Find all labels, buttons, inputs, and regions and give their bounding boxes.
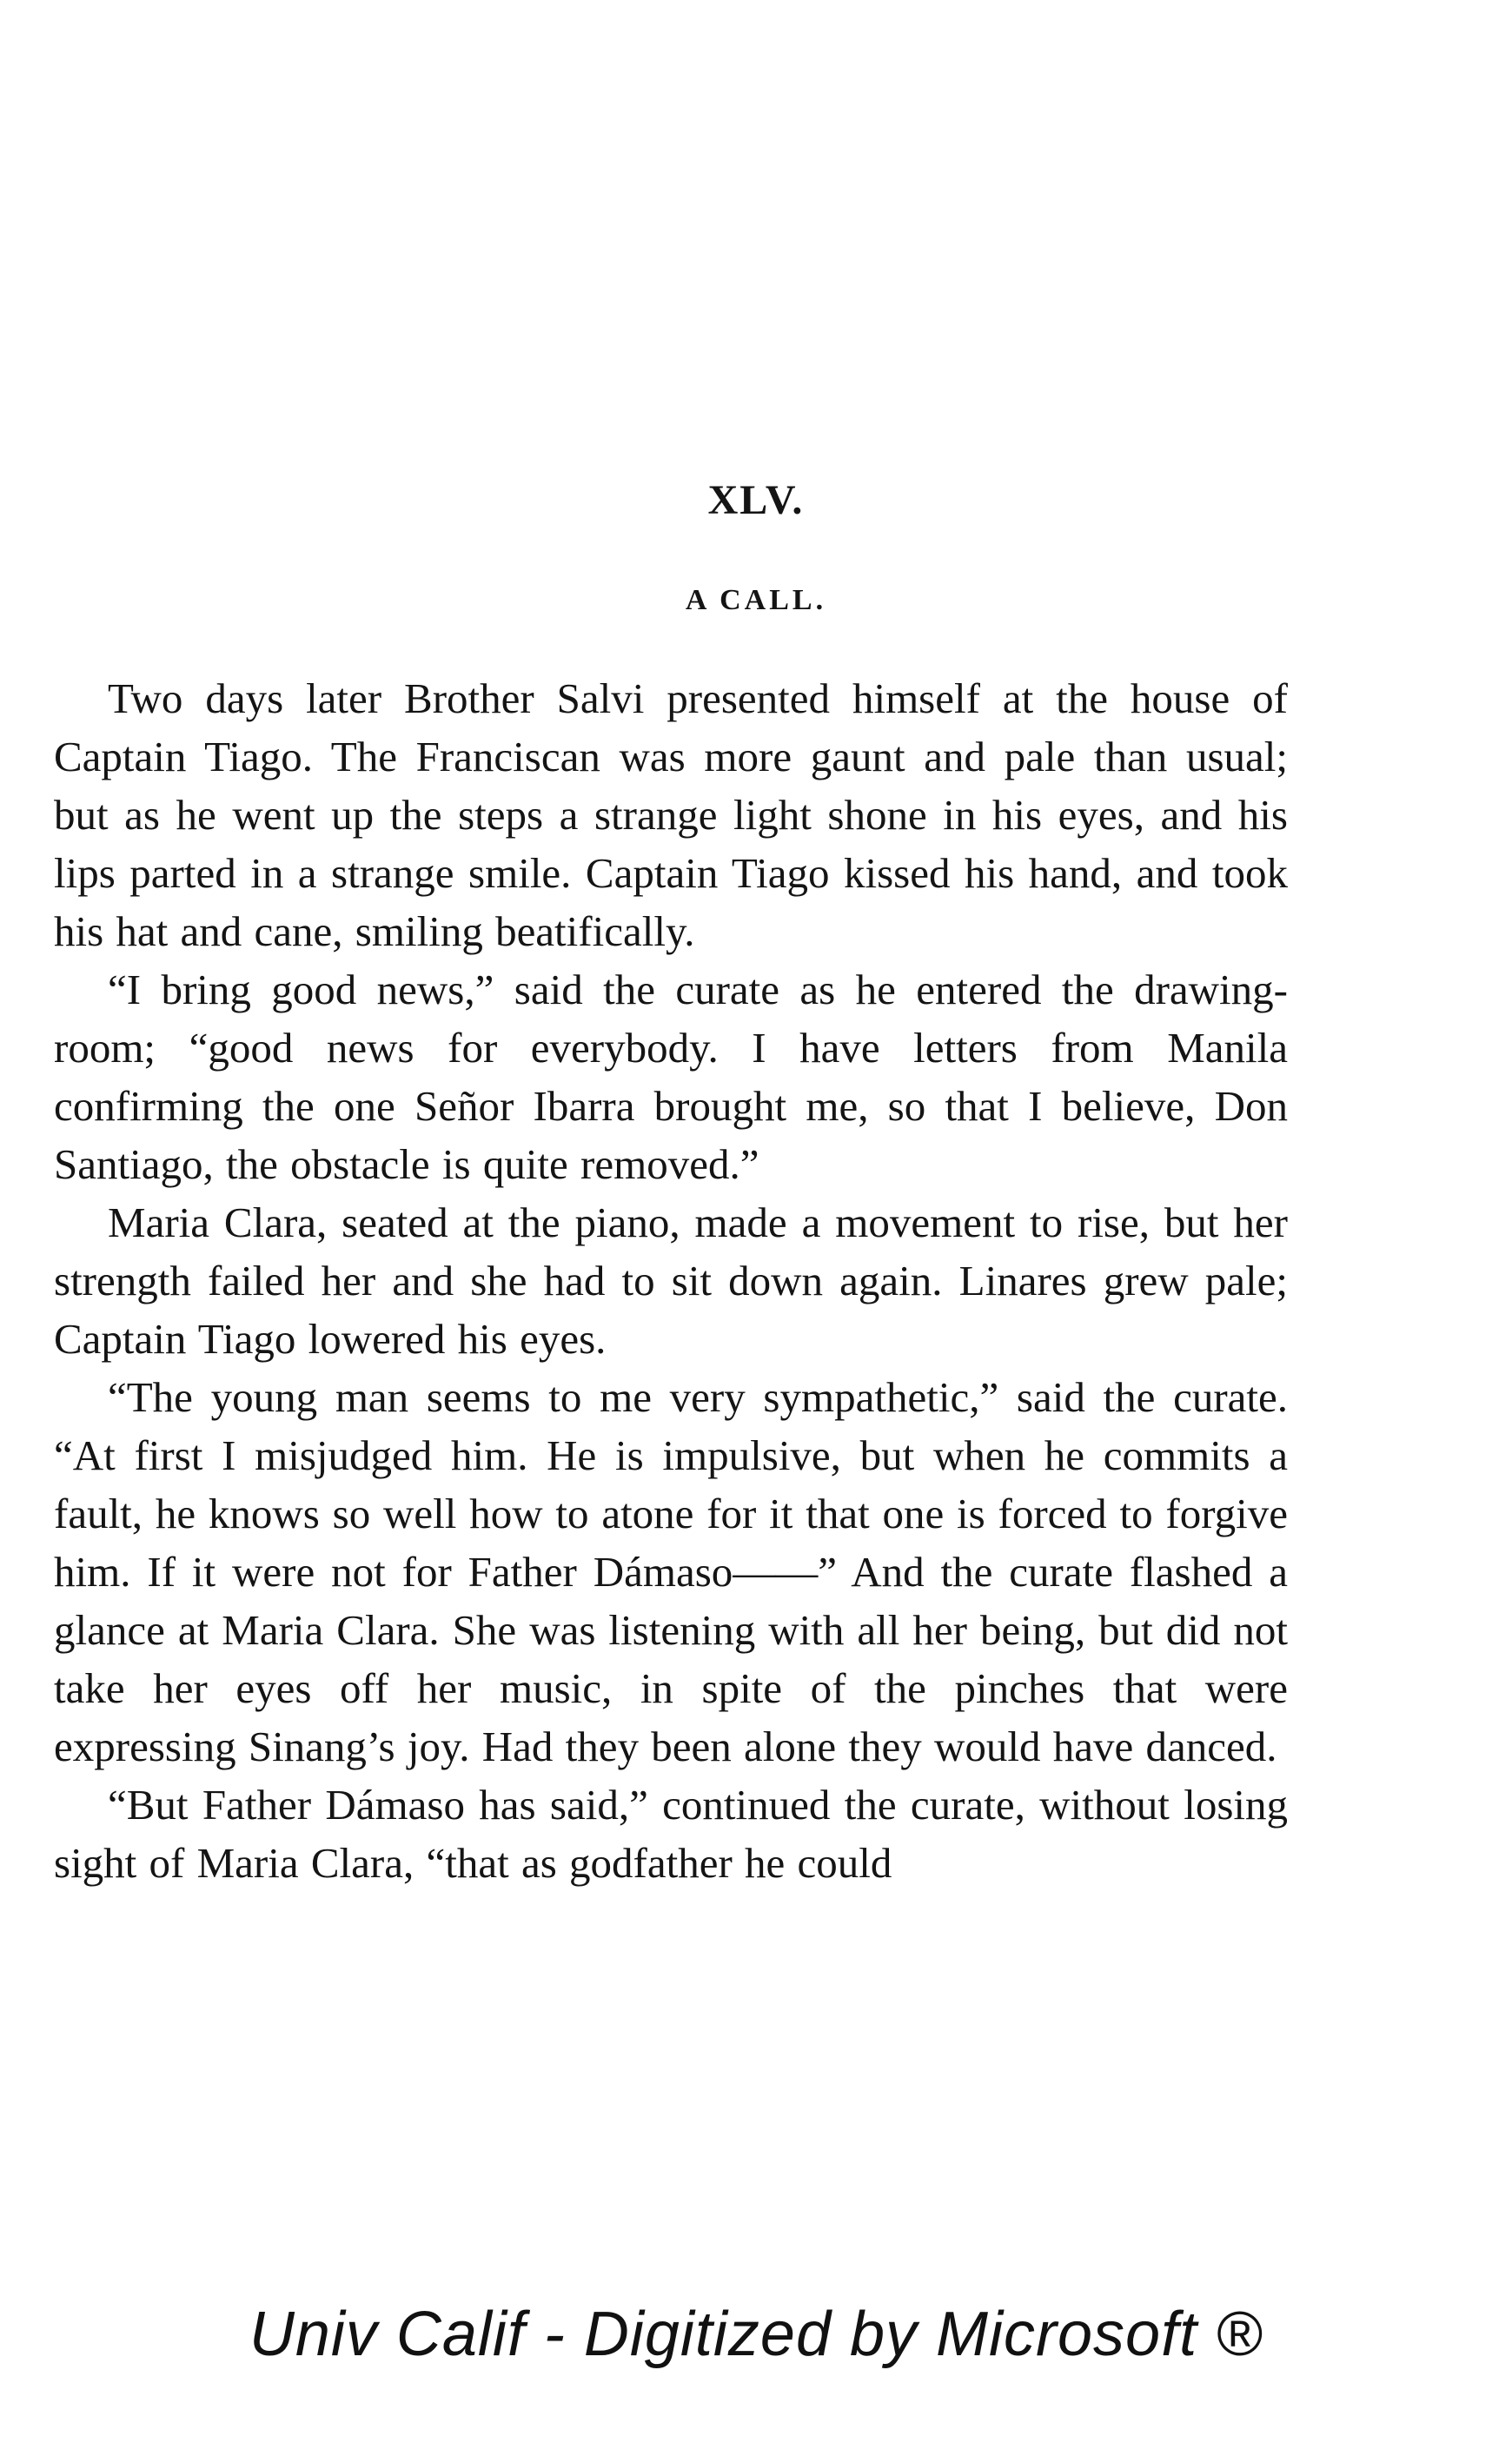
chapter-title: A CALL. bbox=[685, 584, 827, 616]
paragraph: “The young man seems to me very sympathetic,” said the curate. “At first I misjudged him. He is impulsive, but when he commits a fault, he knows so well how to atone for it that one is forced to forgive him. If it were not for Father Dámaso——” And the curate flashed a glance at Maria Clara. She was listening with all her being, but did not take her eyes off her music, in spite of the pinches that were expressing Sinang’s joy. Had they been alone they would have danced. bbox=[54, 1373, 1288, 1770]
paragraph: “I bring good news,” said the curate as he entered the drawing-room; “good news for everybody. I have letters from Manila confirming the one Señor Ibarra brought me, so that I believe, Don Santiago, the obstacle is quite removed.” bbox=[54, 966, 1288, 1188]
paragraph: “But Father Dámaso has said,” continued the curate, without losing sight of Maria Clara, “that as godfather he could bbox=[54, 1781, 1288, 1887]
chapter-number: XLV. bbox=[707, 477, 805, 523]
paragraph: Maria Clara, seated at the piano, made a movement to rise, but her strength failed her and she had to sit down again. Linares grew pale; Captain Tiago lowered his eyes. bbox=[54, 1198, 1288, 1363]
paragraph: Two days later Brother Salvi presented himself at the house of Captain Tiago. The Franciscan was more gaunt and pale than usual; but as he went up the steps a strange light shone in his eyes, and his lips parted in a strange smile. Captain Tiago kissed his hand, and took his hat and cane, smiling beatifically. bbox=[54, 674, 1288, 955]
chapter-body bbox=[54, 669, 1288, 1892]
digitization-watermark: Univ Calif - Digitized by Microsoft ® bbox=[249, 2300, 1263, 2369]
